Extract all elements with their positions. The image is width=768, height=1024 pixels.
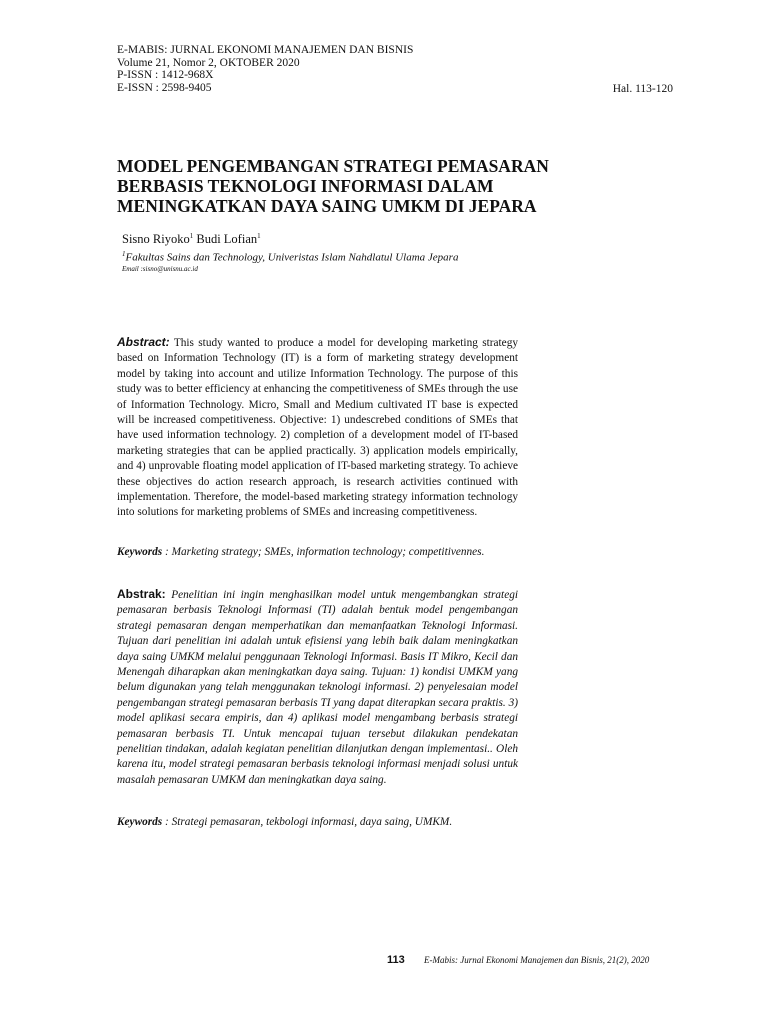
author-2: Budi Lofian — [193, 232, 258, 247]
page-range: Hal. 113-120 — [612, 83, 673, 95]
abstract-english — [117, 335, 518, 521]
journal-pissn: P-ISSN : 1412-968X — [117, 69, 214, 81]
keywords-label: Keywords — [117, 546, 163, 558]
keywords-text-id: : Strategi pemasaran, tekbologi informasi, daya saing, UMKM. — [162, 816, 453, 828]
page-number: 113 — [387, 954, 405, 966]
abstract-label: Abstract: — [117, 335, 170, 349]
journal-volume: Volume 21, Nomor 2, OKTOBER 2020 — [117, 56, 300, 69]
journal-name: E-MABIS: JURNAL EKONOMI MANAJEMEN DAN BISNIS — [117, 44, 414, 56]
abstract-indonesian — [117, 587, 518, 788]
journal-eissn: E-ISSN : 2598-9405 — [117, 81, 212, 94]
journal-header — [117, 44, 413, 94]
author-1-affiliation-mark: 1 — [189, 232, 194, 240]
paper-title: MODEL PENGEMBANGAN STRATEGI PEMASARAN BERBASIS TEKNOLOGI INFORMASI DALAM MENINGKATKAN DAYA SAING UMKM DI JEPARA — [117, 156, 549, 216]
keywords-indonesian — [117, 816, 452, 828]
footer-citation: E-Mabis: Jurnal Ekonomi Manajemen dan Bisnis, 21(2), 2020 — [424, 955, 650, 965]
author-1: Sisno Riyoko — [122, 232, 190, 247]
author-list — [122, 232, 261, 247]
keywords-text: : Marketing strategy; SMEs, information technology; competitivennes. — [162, 546, 485, 558]
author-email: Email :sisno@unisnu.ac.id — [122, 265, 198, 273]
abstrak-label: Abstrak: — [117, 587, 166, 601]
author-2-affiliation-mark: 1 — [257, 232, 261, 240]
keywords-english — [117, 546, 484, 558]
affiliation-mark: 1 — [122, 250, 126, 258]
abstrak-text: Penelitian ini ingin menghasilkan model untuk mengembangkan strategi pemasaran berbasis Teknologi Informasi (TI) adalah bentuk model pengembangan strategi pemasaran dengan memperhatikan dan memanfaatkan Teknologi Informasi. Tujuan dari penelitian ini adalah untuk efisiensi yang lebih baik dalam meningkatkan daya saing UMKM melalui penggunaan Teknologi Informasi. Basis IT Mikro, Kecil dan Menengah diharapkan akan meningkatkan daya saing. Tujuan: 1) kondisi UMKM yang belum digunakan yang telah menggunakan teknologi informasi. 2) penyelesaian model pengembangan strategi pemasaran berbasis TI yang dapat diterapkan secara praktis. 3) model aplikasi secara empiris, dan 4) aplikasi model mengambang berbasis strategi pemasaran berbasis TI. Untuk mencapai tujuan tersebut dilakukan pendekatan penelitian tindakan, adalah kegiatan penelitian dilanjutkan dengan implementasi.. Oleh karena itu, model strategi pemasaran berbasis teknologi informasi menjadi solusi untuk masalah pemasaran UMKM dan meningkatkan daya saing. — [117, 589, 518, 786]
abstract-text: This study wanted to produce a model for developing marketing strategy based on Information Technology (IT) is a form of marketing strategy development model by taking into account and utilize Information Technology. The purpose of this study was to better efficiency at enhancing the competitiveness of SMEs through the use of Information Technology. Micro, Small and Medium cultivated IT base is expected will be increased competitiveness. Objective: 1) undescrebed conditions of SMEs that have used information technology. 2) completion of a development model of IT-based marketing strategies that can be applied practically. 3) application models empirically, and 4) unprovable floating model application of IT-based marketing strategy. To achieve these objectives do action research approach, is research activities continued with implementation. Therefore, the model-based marketing strategy information technology into solutions for marketing problems of SMEs and increasing competitiveness. — [117, 337, 518, 519]
keywords-label-id: Keywords — [117, 816, 163, 828]
affiliation-text: Fakultas Sains dan Technology, Univeristas Islam Nahdlatul Ulama Jepara — [125, 251, 459, 264]
affiliation — [122, 250, 458, 264]
